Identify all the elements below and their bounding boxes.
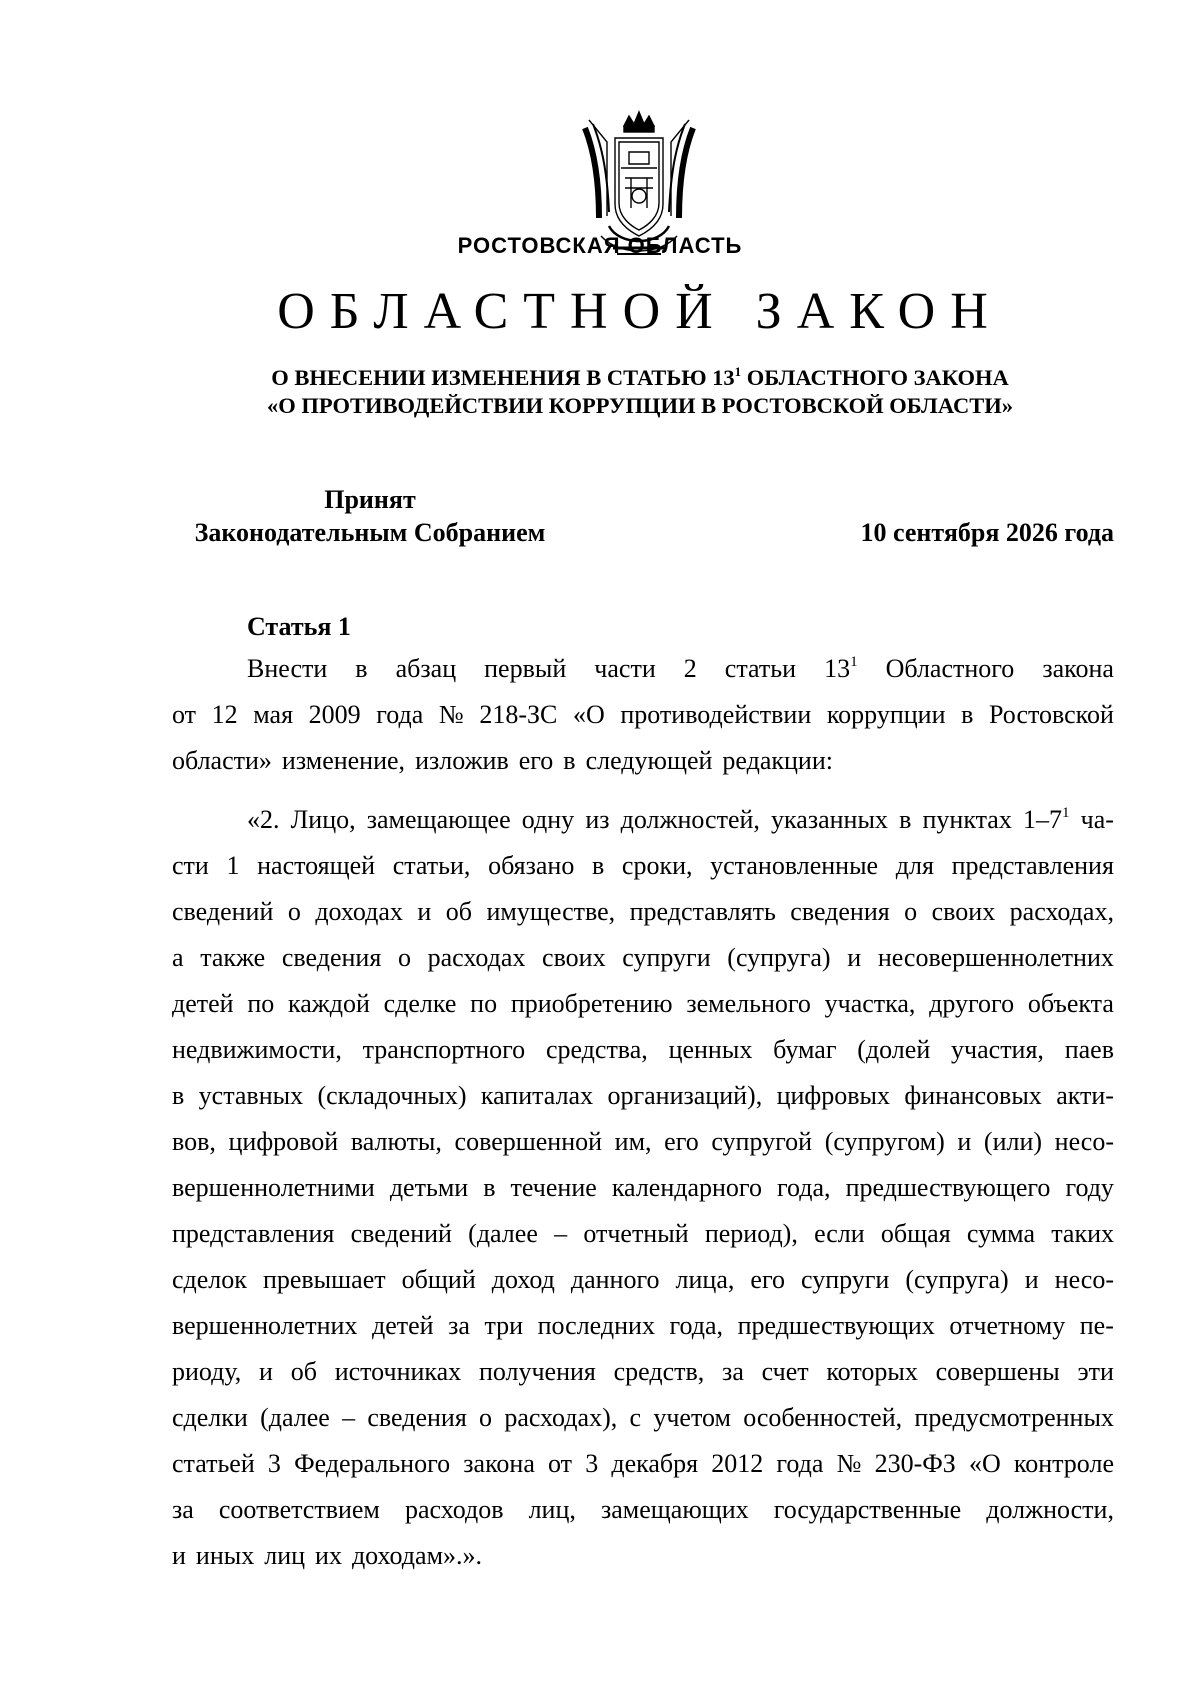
word: года — [776, 1449, 824, 1478]
word: данного — [570, 1265, 660, 1294]
word: риоду, — [172, 1357, 242, 1386]
word: установленные — [710, 851, 879, 880]
word: превышает — [262, 1265, 386, 1294]
word: – — [554, 1219, 568, 1248]
word: в — [355, 654, 368, 683]
word: расходах — [427, 943, 526, 972]
word: от — [172, 700, 197, 729]
word: замещающих — [600, 1495, 749, 1524]
word: цифровых — [776, 1081, 891, 1110]
word: детей — [172, 989, 234, 1018]
word: по — [470, 989, 498, 1018]
word: (или) — [983, 1127, 1043, 1156]
word: сведения — [790, 897, 890, 926]
word: участка, — [824, 989, 916, 1018]
law-heading-line-1-text: О ВНЕСЕНИИ ИЗМЕНЕНИЯ В СТАТЬЮ $13^1$ ОБЛАСТНОГО ЗАКОНА — [271, 364, 1009, 390]
word: первый — [484, 654, 567, 683]
word: если — [814, 1219, 865, 1248]
word: 218-ЗС — [479, 700, 558, 729]
word: сделке — [383, 989, 457, 1018]
law-heading-line-1 — [180, 364, 1100, 392]
word: редакции: — [722, 746, 833, 775]
word: недвижимости, — [172, 1035, 342, 1064]
text-line — [172, 1487, 1114, 1533]
word: ча- — [1080, 805, 1114, 834]
word: (далее — [260, 1403, 330, 1432]
word: контроле — [1013, 1449, 1114, 1478]
word: Лицо, — [290, 805, 356, 834]
text-line — [172, 1119, 1114, 1165]
word: им, — [614, 1127, 652, 1156]
word: сделки — [172, 1403, 248, 1432]
word: об — [290, 1357, 317, 1386]
word: «2. — [247, 805, 280, 834]
word: представлять — [629, 897, 776, 926]
word: расходов — [404, 1495, 504, 1524]
word: мая — [253, 700, 294, 729]
word: № — [836, 1449, 862, 1478]
word: о — [479, 1403, 493, 1432]
word: акти- — [1056, 1081, 1114, 1110]
adoption-line-2: Законодательным Собранием — [194, 518, 546, 547]
text-line — [172, 981, 1114, 1027]
word: супруги — [801, 1265, 890, 1294]
word: (супруга) — [727, 943, 831, 972]
word: общий — [401, 1265, 476, 1294]
word: совершены — [935, 1357, 1060, 1386]
word: получения — [478, 1357, 596, 1386]
word: финансовых — [904, 1081, 1042, 1110]
word: от — [548, 1449, 573, 1478]
word: (супруга) — [905, 1265, 1009, 1294]
article-paragraph-2 — [172, 797, 1114, 1579]
text-line — [172, 1165, 1114, 1211]
word: – — [342, 1403, 356, 1432]
word: в — [961, 700, 974, 729]
word: за — [172, 1495, 194, 1524]
word: земельного — [686, 989, 811, 1018]
text-line — [172, 1303, 1114, 1349]
word: представления — [172, 1219, 335, 1248]
text-line — [172, 1441, 1114, 1487]
text-line — [172, 738, 1114, 784]
word: сроки, — [621, 851, 693, 880]
word: общая — [880, 1219, 951, 1248]
word: из — [585, 805, 610, 834]
word: года — [376, 700, 424, 729]
word: «О — [968, 1449, 1001, 1478]
word: счет — [761, 1357, 809, 1386]
word: «О — [572, 700, 605, 729]
word: 3 — [267, 1449, 281, 1478]
word: представления — [951, 851, 1114, 880]
word: и — [417, 897, 432, 926]
word: Ростовской — [988, 700, 1114, 729]
word: совершенной — [454, 1127, 603, 1156]
word: в — [483, 1173, 496, 1202]
word: лиц, — [528, 1495, 576, 1524]
text-line — [172, 1027, 1114, 1073]
word: абзац — [395, 654, 457, 683]
word: также — [200, 943, 266, 972]
word: и — [847, 943, 862, 972]
word: которых — [826, 1357, 918, 1386]
word: капиталах — [480, 1081, 594, 1110]
word: средств, — [613, 1357, 705, 1386]
word: имуществе, — [486, 897, 616, 926]
word: течение — [510, 1173, 597, 1202]
text-line — [172, 1211, 1114, 1257]
region-name: РОСТОВСКАЯ ОБЛАСТЬ — [457, 233, 743, 258]
text-line — [172, 797, 1114, 843]
adoption-block — [170, 483, 570, 549]
word: доходах — [315, 897, 403, 926]
word: 12 — [211, 700, 238, 729]
law-heading-line-2: «О ПРОТИВОДЕЙСТВИИ КОРРУПЦИИ В РОСТОВСКОЙ ОБЛАСТИ» — [267, 393, 1013, 418]
word: статьи — [724, 654, 797, 683]
word: их — [315, 1541, 342, 1570]
word: участия, — [951, 1035, 1044, 1064]
word: в — [563, 746, 576, 775]
word: о — [287, 897, 301, 926]
word: предшествующих — [737, 1311, 935, 1340]
word: закона — [1042, 654, 1114, 683]
word: (далее — [468, 1219, 538, 1248]
law-heading — [180, 364, 1100, 420]
word: иных — [195, 1541, 255, 1570]
text-line — [172, 1257, 1114, 1303]
word: предшествующего — [845, 1173, 1051, 1202]
word: приобретению — [510, 989, 673, 1018]
article-paragraph-1 — [172, 646, 1114, 784]
word: сти — [172, 851, 209, 880]
article-title: Статья 1 — [247, 612, 351, 641]
word: об — [445, 897, 473, 926]
word: его — [664, 1127, 699, 1156]
word: эти — [1077, 1357, 1114, 1386]
word: 2009 — [308, 700, 361, 729]
word: пунктах — [922, 805, 1012, 834]
word: изложив — [415, 746, 509, 775]
word: следующей — [585, 746, 713, 775]
word: транспортного — [362, 1035, 526, 1064]
word: коррупции — [826, 700, 946, 729]
word: декабря — [611, 1449, 699, 1478]
word: 230-ФЗ — [874, 1449, 956, 1478]
word: замещающее — [366, 805, 511, 834]
word: Федерального — [294, 1449, 451, 1478]
word: календарного — [611, 1173, 762, 1202]
word: противодействии — [620, 700, 812, 729]
text-line — [172, 646, 1114, 692]
word: указанных — [771, 805, 888, 834]
text-line — [172, 1395, 1114, 1441]
word: 1 — [226, 851, 240, 880]
word: области» — [172, 746, 272, 775]
word: за — [448, 1311, 470, 1340]
word: его — [518, 746, 554, 775]
word: три — [484, 1311, 524, 1340]
word: должности, — [986, 1495, 1114, 1524]
word: соответствием — [218, 1495, 380, 1524]
word: $13^1$ — [824, 654, 858, 683]
word: вершеннолетних — [172, 1311, 358, 1340]
word: несовершеннолетних — [877, 943, 1114, 972]
word: супругой — [711, 1127, 813, 1156]
word: вов, — [172, 1127, 216, 1156]
word: 2 — [683, 654, 697, 683]
word: о — [397, 943, 411, 972]
word: настоящей — [257, 851, 376, 880]
word: за — [722, 1357, 744, 1386]
word: пе- — [1079, 1311, 1114, 1340]
word: средства, — [545, 1035, 648, 1064]
adoption-date: 10 сентября 2026 года — [860, 518, 1114, 547]
word: учетом — [653, 1403, 731, 1432]
word: особенностей, — [743, 1403, 903, 1432]
word: в — [172, 1081, 185, 1110]
adoption-line-1: Принят — [324, 485, 416, 514]
word: 3 — [585, 1449, 599, 1478]
word: супруги — [622, 943, 711, 972]
word: (супругом) — [824, 1127, 945, 1156]
word: сведения — [281, 943, 382, 972]
word: с — [629, 1403, 642, 1432]
word: и — [172, 1541, 186, 1570]
word: года, — [776, 1173, 831, 1202]
word: доходам».». — [351, 1541, 483, 1570]
word: сведений — [172, 897, 274, 926]
word: детей — [371, 1311, 434, 1340]
word: своих — [542, 943, 606, 972]
word: каждой — [287, 989, 370, 1018]
word: его — [750, 1265, 785, 1294]
word: и — [1024, 1265, 1039, 1294]
word: $1-7^1$ — [1022, 805, 1070, 834]
text-line — [172, 889, 1114, 935]
word: предусмотренных — [914, 1403, 1114, 1432]
word: своих — [931, 897, 996, 926]
word: сведений — [350, 1219, 452, 1248]
word: Областного — [885, 654, 1015, 683]
word: таких — [1051, 1219, 1114, 1248]
word: одну — [521, 805, 575, 834]
word: уставных — [198, 1081, 304, 1110]
word: государственные — [773, 1495, 962, 1524]
word: другого — [929, 989, 1015, 1018]
word: доход — [491, 1265, 555, 1294]
word: (долей — [857, 1035, 931, 1064]
word: сумма — [966, 1219, 1035, 1248]
word: расходах), — [504, 1403, 618, 1432]
word: о — [904, 897, 918, 926]
word: отчетный — [583, 1219, 689, 1248]
word: паев — [1064, 1035, 1114, 1064]
word: несо- — [1054, 1127, 1114, 1156]
word: должностей, — [620, 805, 760, 834]
word: лиц — [264, 1541, 306, 1570]
word: закона — [463, 1449, 535, 1478]
word: и — [957, 1127, 972, 1156]
word: сделок — [172, 1265, 247, 1294]
word: бумаг — [773, 1035, 837, 1064]
text-line — [172, 843, 1114, 889]
word: статьи, — [392, 851, 471, 880]
word: организаций), — [607, 1081, 763, 1110]
word: детьми — [389, 1173, 469, 1202]
word: обязано — [488, 851, 575, 880]
word: последних — [537, 1311, 655, 1340]
word: источниках — [334, 1357, 462, 1386]
word: лица, — [675, 1265, 735, 1294]
word: в — [899, 805, 912, 834]
word: несо- — [1054, 1265, 1114, 1294]
word: № — [438, 700, 464, 729]
word: период), — [704, 1219, 798, 1248]
text-line — [172, 692, 1114, 738]
word: изменение, — [281, 746, 406, 775]
word: Внести — [247, 654, 328, 683]
word: вершеннолетними — [172, 1173, 375, 1202]
word: цифровой — [228, 1127, 339, 1156]
word: объекта — [1027, 989, 1114, 1018]
word: (складочных) — [317, 1081, 467, 1110]
word: 2012 — [711, 1449, 764, 1478]
document-type-title: ОБЛАСТНОЙ ЗАКОН — [277, 283, 1003, 340]
text-line — [172, 935, 1114, 981]
word: году — [1065, 1173, 1114, 1202]
text-line — [172, 1533, 1114, 1579]
text-line — [172, 1073, 1114, 1119]
word: ценных — [668, 1035, 753, 1064]
word: расходах, — [1009, 897, 1114, 926]
word: в — [591, 851, 605, 880]
word: отчетному — [949, 1311, 1066, 1340]
text-line — [172, 1349, 1114, 1395]
word: и — [259, 1357, 273, 1386]
word: по — [247, 989, 275, 1018]
word: части — [594, 654, 656, 683]
word: года, — [669, 1311, 724, 1340]
word: для — [895, 851, 934, 880]
word: валюты, — [350, 1127, 442, 1156]
word: сведения — [367, 1403, 467, 1432]
word: а — [172, 943, 184, 972]
word: статьей — [172, 1449, 255, 1478]
